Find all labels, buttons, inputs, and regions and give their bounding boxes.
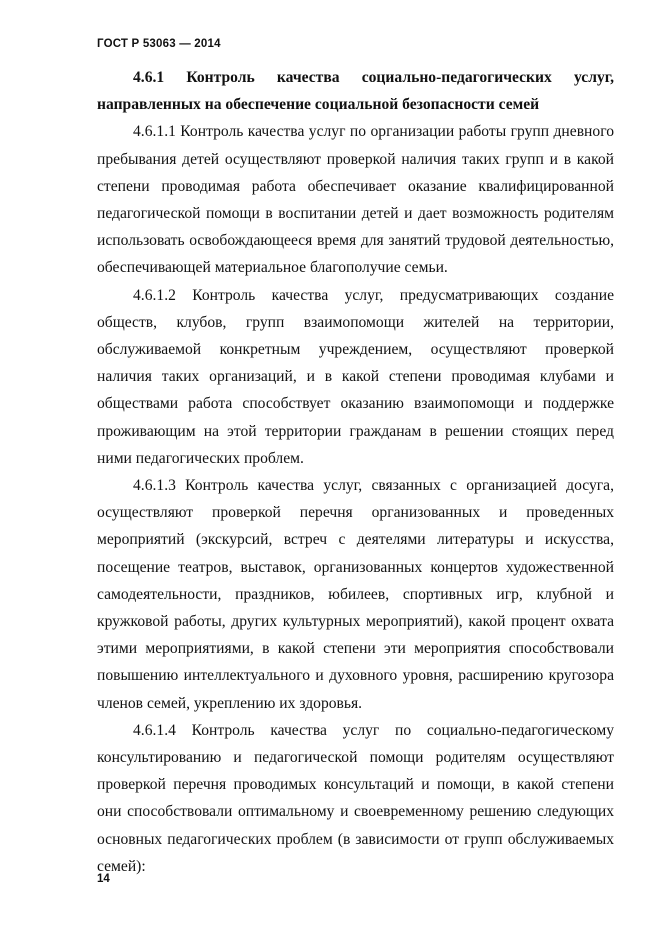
paragraph-4-6-1-3: 4.6.1.3 Контроль качества услуг, связанных с организацией досуга, осуществляют проверкой перечня организованных и проведенных мероприятий (экскурсий, встреч с деятелями литературы и искусства, посещение театров, выставок, организованных концертов художественной самодеятельности, праздников, юбилеев, спортивных игр, клубной и кружковой работы, других культурных мероприятий), какой процент охвата этими мероприятиями, в какой степени эти мероприятия способствовали повышению интеллектуального и духовного уровня, расширению кругозора членов семей, укреплению их здоровья. (97, 477, 614, 712)
document-body (97, 64, 614, 880)
page-number: 14 (97, 873, 110, 885)
document-header: ГОСТ Р 53063 — 2014 (97, 38, 221, 50)
paragraph-4-6-1-2: 4.6.1.2 Контроль качества услуг, предусматривающих создание обществ, клубов, групп взаимопомощи жителей на территории, обслуживаемой конкретным учреждением, осуществляют проверкой наличия таких организаций, и в какой степени проводимая клубами и обществами работа способствует оказанию взаимопомощи и поддержке проживающим на этой территории гражданам в решении стоящих перед ними педагогических проблем. (97, 286, 614, 467)
paragraph-4-6-1-4: 4.6.1.4 Контроль качества услуг по социально-педагогическому консультированию и педагогической помощи родителям осуществляют проверкой перечня проводимых консультаций и помощи, в какой степени они способствовали оптимальному и своевременному решению следующих основных педагогических проблем (в зависимости от групп обслуживаемых семей): (97, 721, 614, 875)
paragraph-4-6-1-1: 4.6.1.1 Контроль качества услуг по организации работы групп дневного пребывания детей осуществляют проверкой наличия таких групп и в какой степени проводимая работа обеспечивает оказание квалифицированной педагогической помощи в воспитании детей и дает возможность родителям использовать освобождающееся время для занятий трудовой деятельностью, обеспечивающей материальное благополучие семьи. (97, 123, 614, 277)
section-title: 4.6.1 Контроль качества социально-педагогических услуг, направленных на обеспечение социальной безопасности семей (97, 69, 614, 114)
